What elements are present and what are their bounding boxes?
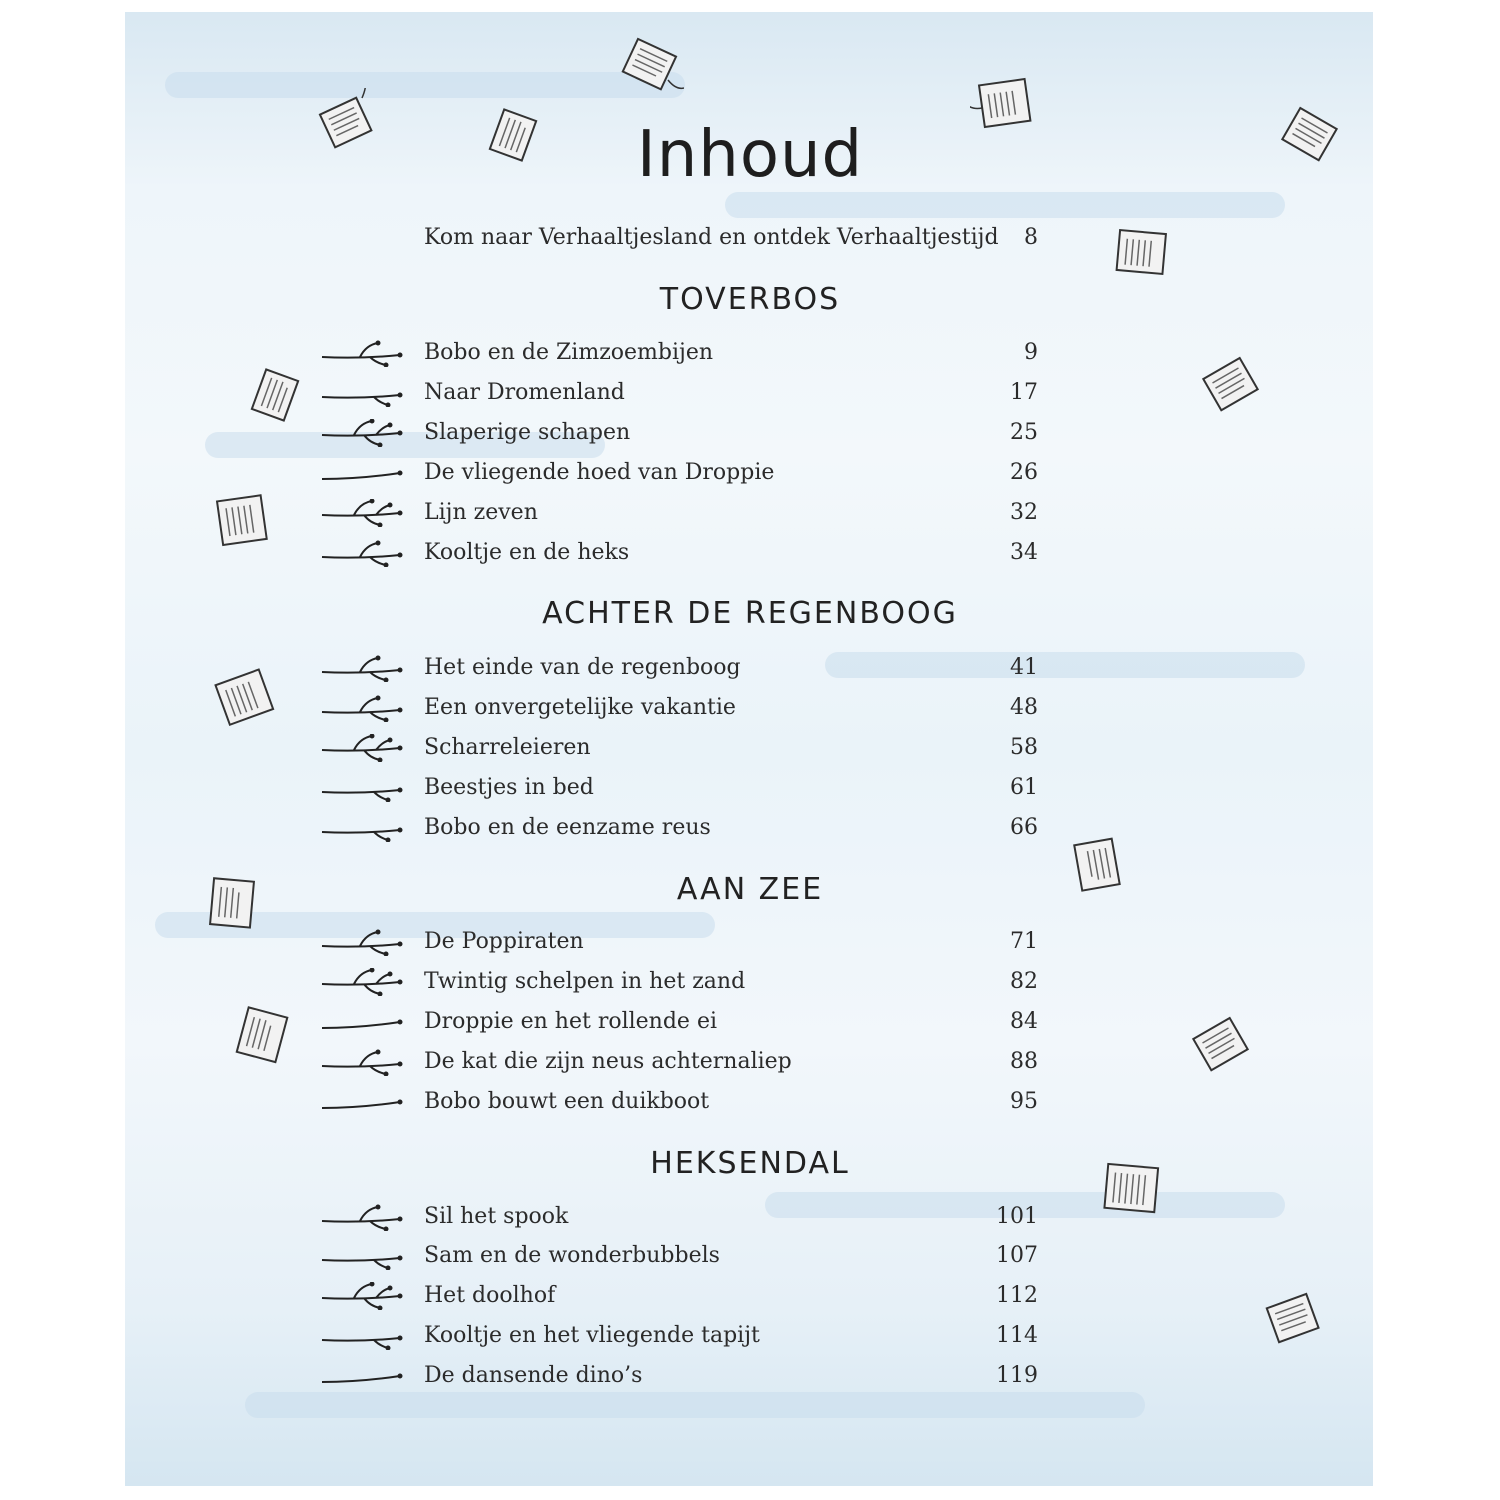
entry-page-number: 9: [1024, 340, 1038, 365]
entry-page-number: 66: [1010, 815, 1038, 840]
toc-entry[interactable]: [0, 1082, 1500, 1122]
branch-icon: [320, 1282, 406, 1310]
entry-label: Lijn zeven: [424, 500, 538, 525]
intro-label: Kom naar Verhaaltjesland en ontdek Verhaaltjestijd: [424, 225, 999, 250]
intro-entry[interactable]: [0, 218, 1500, 258]
section-heading: HEKSENDAL: [650, 1146, 850, 1181]
page-title: Inhoud: [636, 118, 864, 192]
toc-entry[interactable]: [0, 373, 1500, 413]
branch-icon: [320, 1242, 406, 1270]
entry-page-number: 114: [996, 1323, 1038, 1348]
toc-entry[interactable]: [0, 922, 1500, 962]
branch-icon: [320, 419, 406, 447]
branch-icon: [320, 1362, 406, 1390]
section-heading: AAN ZEE: [676, 872, 824, 907]
branch-icon: [320, 654, 406, 682]
toc-entry[interactable]: [0, 1197, 1500, 1237]
toc-entry[interactable]: [0, 1002, 1500, 1042]
entry-label: Een onvergetelijke vakantie: [424, 695, 736, 720]
branch-icon: [320, 499, 406, 527]
entry-page-number: 88: [1010, 1049, 1038, 1074]
branch-icon: [320, 539, 406, 567]
entry-page-number: 34: [1010, 540, 1038, 565]
entry-page-number: 112: [996, 1283, 1038, 1308]
toc-entry[interactable]: [0, 1042, 1500, 1082]
toc-entry[interactable]: [0, 648, 1500, 688]
branch-icon: [320, 1203, 406, 1231]
entry-label: Slaperige schapen: [424, 420, 631, 445]
flying-paper-icon: [614, 30, 684, 100]
toc-entry[interactable]: [0, 1276, 1500, 1316]
entry-label: Bobo bouwt een duikboot: [424, 1089, 710, 1114]
entry-label: Beestjes in bed: [424, 775, 594, 800]
entry-label: De Poppiraten: [424, 929, 584, 954]
branch-icon: [320, 814, 406, 842]
branch-icon: [320, 1008, 406, 1036]
toc-entry[interactable]: [0, 453, 1500, 493]
entry-page-number: 25: [1010, 420, 1038, 445]
toc-entry[interactable]: [0, 1356, 1500, 1396]
branch-icon: [320, 774, 406, 802]
toc-entry[interactable]: [0, 768, 1500, 808]
branch-icon: [320, 1322, 406, 1350]
entry-page-number: 84: [1010, 1009, 1038, 1034]
entry-label: Sam en de wonderbubbels: [424, 1243, 720, 1268]
entry-label: Droppie en het rollende ei: [424, 1009, 717, 1034]
entry-page-number: 101: [996, 1204, 1038, 1229]
branch-icon: [320, 379, 406, 407]
entry-label: De dansende dino’s: [424, 1363, 643, 1388]
entry-page-number: 119: [996, 1363, 1038, 1388]
branch-icon: [320, 1048, 406, 1076]
branch-icon: [320, 734, 406, 762]
entry-page-number: 61: [1010, 775, 1038, 800]
toc-entry[interactable]: [0, 728, 1500, 768]
branch-icon: [320, 1088, 406, 1116]
entry-label: Bobo en de Zimzoembijen: [424, 340, 714, 365]
entry-label: Twintig schelpen in het zand: [424, 969, 746, 994]
branch-icon: [320, 339, 406, 367]
entry-label: Naar Dromenland: [424, 380, 625, 405]
toc-entry[interactable]: [0, 1316, 1500, 1356]
entry-label: Kooltje en het vliegende tapijt: [424, 1323, 760, 1348]
entry-label: Bobo en de eenzame reus: [424, 815, 711, 840]
toc-entry[interactable]: [0, 962, 1500, 1002]
entry-label: De kat die zijn neus achternaliep: [424, 1049, 792, 1074]
entry-page-number: 82: [1010, 969, 1038, 994]
entry-page-number: 48: [1010, 695, 1038, 720]
section-heading: ACHTER DE REGENBOOG: [542, 596, 958, 631]
entry-page-number: 71: [1010, 929, 1038, 954]
entry-page-number: 32: [1010, 500, 1038, 525]
entry-label: Sil het spook: [424, 1204, 569, 1229]
toc-entry[interactable]: [0, 493, 1500, 533]
toc-entry[interactable]: [0, 808, 1500, 848]
toc-entry[interactable]: [0, 533, 1500, 573]
watercolor-streak: [725, 192, 1285, 218]
branch-icon: [320, 459, 406, 487]
entry-page-number: 26: [1010, 460, 1038, 485]
toc-entry[interactable]: [0, 333, 1500, 373]
entry-page-number: 41: [1010, 655, 1038, 680]
entry-label: Scharreleieren: [424, 735, 591, 760]
entry-label: De vliegende hoed van Droppie: [424, 460, 775, 485]
entry-label: Het doolhof: [424, 1283, 556, 1308]
entry-page-number: 17: [1010, 380, 1038, 405]
toc-entry[interactable]: [0, 413, 1500, 453]
entry-page-number: 95: [1010, 1089, 1038, 1114]
toc-entry[interactable]: [0, 1236, 1500, 1276]
entry-label: Kooltje en de heks: [424, 540, 630, 565]
intro-page-number: 8: [1024, 225, 1038, 250]
entry-page-number: 58: [1010, 735, 1038, 760]
entry-label: Het einde van de regenboog: [424, 655, 741, 680]
branch-icon: [320, 694, 406, 722]
watercolor-streak: [165, 72, 685, 98]
branch-icon: [320, 968, 406, 996]
section-heading: TOVERBOS: [659, 282, 841, 317]
entry-page-number: 107: [996, 1243, 1038, 1268]
branch-icon: [320, 928, 406, 956]
toc-entry[interactable]: [0, 688, 1500, 728]
